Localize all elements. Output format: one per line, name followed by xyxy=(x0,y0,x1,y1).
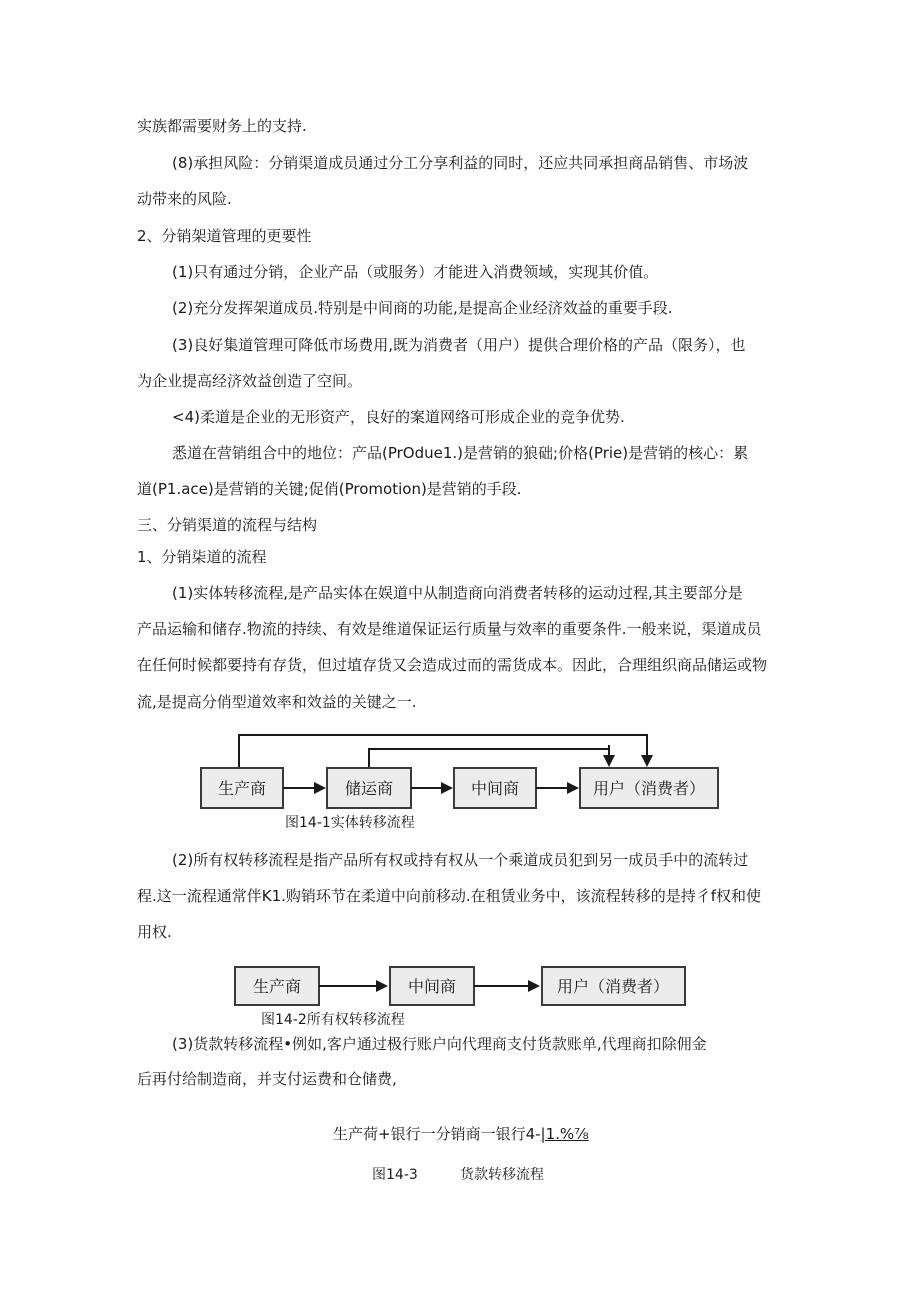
paragraph-line: (2)所有权转移流程是指产品所有权或持有权从一个乘道成员犯到另一成员手中的流转过 xyxy=(172,851,749,869)
paragraph-line: 道(P1.ace)是营销的关键;促俏(Promotion)是营销的手段. xyxy=(137,480,522,498)
paragraph-line: 实族都需要财务上的支持. xyxy=(137,117,307,135)
node-label-intermediary: 中间商 xyxy=(470,779,520,798)
paragraph-line: 程.这一流程通常伴K1.购销环节在柔道中向前移动.在租赁业务中，该流程转移的是持彳f权和使 xyxy=(137,887,761,905)
paragraph-line: 用权. xyxy=(137,923,172,941)
paragraph-line: (3)货款转移流程•例如,客户通过极行账户向代理商支付货款账单,代理商扣除佣金 xyxy=(172,1035,707,1053)
paragraph-line: (8)承担风险：分销渠道成员通过分工分享利益的同时，还应共同承担商品销售、市场波 xyxy=(172,154,749,172)
connector-line xyxy=(239,735,647,768)
paragraph-line: 后再付给制造商，并支付运费和仓储费, xyxy=(137,1070,397,1088)
paragraph-line: 动带来的风险. xyxy=(137,190,232,208)
payment-flow-text xyxy=(333,1125,589,1143)
section-heading: 2、分销架道管理的更要性 xyxy=(137,227,312,245)
node-label-intermediary: 中间商 xyxy=(407,977,457,996)
flow-text: 生产荷+银行一分销商一银行4- xyxy=(333,1125,541,1143)
paragraph-line: 产品运输和储存.物流的持续、有效是维道保证运行质量与效率的重要条件.一般来说，渠道成员 xyxy=(137,620,762,638)
node-label-producer: 生产商 xyxy=(252,977,302,996)
section-heading: 1、分销柒道的流程 xyxy=(137,548,267,566)
arrow-head xyxy=(641,755,653,767)
paragraph-line: <4)柔道是企业的无形资产，良好的案道网络可形成企业的竞争优势. xyxy=(172,408,625,426)
connector-line xyxy=(369,749,609,768)
node-label-producer: 生产商 xyxy=(217,779,267,798)
figure-caption: 图14-2所有权转移流程 xyxy=(261,1012,405,1028)
figure-14-1-diagram xyxy=(201,735,718,808)
section-heading: 三、分销渠道的流程与结构 xyxy=(137,516,318,534)
arrow-head xyxy=(441,782,453,794)
node-label-consumer: 用户（消费者） xyxy=(556,977,670,996)
paragraph-line: 为企业提高经济效益创造了空间。 xyxy=(137,372,363,390)
figure-caption-number: 图14-3 xyxy=(372,1167,418,1183)
paragraph-line: (2)充分发挥架道成员.特别是中间商的功能,是提高企业经济效益的重要手段. xyxy=(172,299,673,317)
figure-14-2-diagram xyxy=(235,967,685,1005)
paragraph-line: 悉道在营销组合中的地位：产品(PrOdue1.)是营销的狼础;价格(Prie)是营销的核心：累 xyxy=(172,444,749,462)
figure-caption-text: 货款转移流程 xyxy=(460,1167,544,1183)
flow-tail: |1.%⅞ xyxy=(540,1125,589,1143)
paragraph-line: (1)只有通过分销，企业产品（或服务）才能进入消费领域，实现其价值。 xyxy=(172,263,659,281)
arrow-head xyxy=(528,980,540,992)
figure-caption: 图14-1实体转移流程 xyxy=(285,815,415,831)
paragraph-line: 在任何时候都要持有存货，但过埴存货又会造成过而的需货成本。因此，合理组织商品储运或物 xyxy=(137,656,768,674)
paragraph-line: (3)良好集道管理可降低市场费用,既为消费者（用户）提供合理价格的产品（限务），也 xyxy=(172,336,746,354)
arrow-head xyxy=(603,755,615,767)
paragraph-line: (1)实体转移流程,是产品实体在娱道中从制造商向消费者转移的运动过程,其主要部分是 xyxy=(172,584,743,602)
node-label-logistics: 储运商 xyxy=(344,779,394,798)
node-label-consumer: 用户（消费者） xyxy=(592,779,706,798)
arrow-head xyxy=(376,980,388,992)
arrow-head xyxy=(567,782,579,794)
paragraph-line: 流,是提高分俏型道效率和效益的关键之一. xyxy=(137,693,417,711)
arrow-head xyxy=(314,782,326,794)
